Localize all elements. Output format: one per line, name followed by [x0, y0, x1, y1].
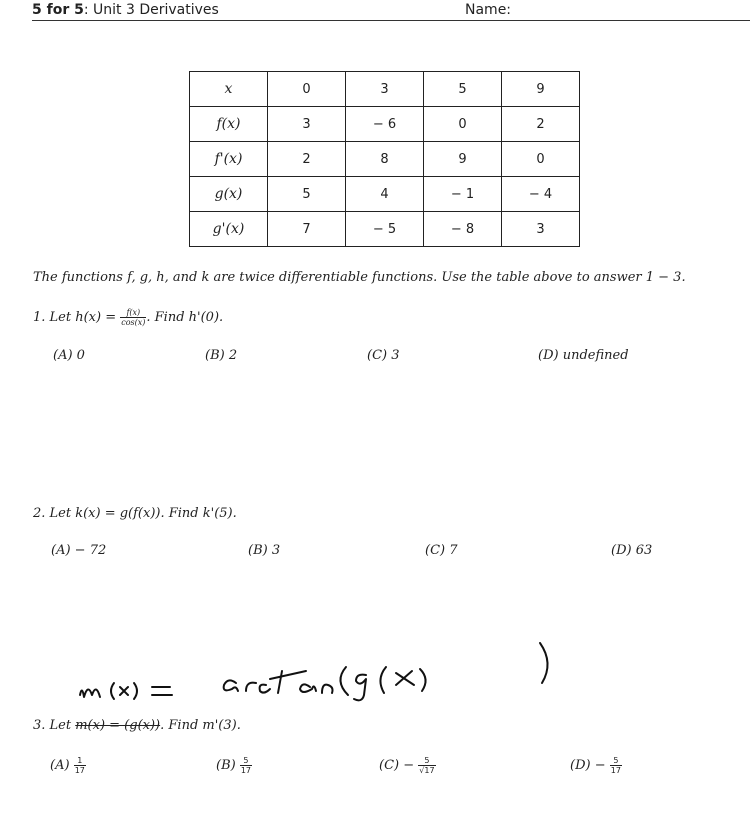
q1-denominator: cos(x)	[121, 318, 146, 327]
table-cell: 2	[502, 107, 580, 142]
row-label: g(x)	[190, 177, 268, 212]
q1-choice-d[interactable]: (D) undefined	[538, 348, 629, 363]
q2-choice-d[interactable]: (D) 63	[611, 543, 653, 558]
q1-fraction	[120, 308, 146, 327]
table-cell: 3	[502, 212, 580, 247]
q1-suffix: . Find h'(0).	[146, 310, 224, 325]
table-cell: − 1	[424, 177, 502, 212]
q3-d-den: 17	[610, 766, 621, 775]
q1-prefix: 1. Let h(x) =	[33, 310, 121, 325]
q3-a-num: 1	[74, 756, 86, 766]
table-cell: 2	[268, 142, 346, 177]
q3-struck-definition: m(x) = (g(x))	[75, 718, 161, 733]
table-cell: 5	[268, 177, 346, 212]
q3-c-sign: −	[403, 758, 415, 773]
q3-choice-a[interactable]	[50, 756, 86, 775]
q2-choice-a[interactable]: (A) − 72	[51, 543, 107, 558]
table-cell: 3	[268, 107, 346, 142]
q3-c-num: 5	[418, 756, 435, 766]
q3-a-label: (A)	[50, 758, 70, 773]
q3-b-label: (B)	[216, 758, 236, 773]
q3-d-label: (D)	[570, 758, 591, 773]
table-cell: − 6	[346, 107, 424, 142]
q3-b-den: 17	[240, 766, 252, 775]
table-cell: 9	[424, 142, 502, 177]
table-row	[190, 72, 580, 107]
handwritten-annotation	[70, 625, 560, 705]
q2-choice-b[interactable]: (B) 3	[248, 543, 281, 558]
table-cell: 0	[424, 107, 502, 142]
row-label: f'(x)	[190, 142, 268, 177]
page-header	[32, 0, 750, 21]
q3-a-fraction	[74, 756, 86, 775]
q1-choice-c[interactable]: (C) 3	[367, 348, 400, 363]
q3-d-num: 5	[610, 756, 622, 766]
q1-choice-b[interactable]: (B) 2	[205, 348, 238, 363]
q3-c-label: (C)	[379, 758, 400, 773]
q1-choice-a[interactable]: (A) 0	[53, 348, 85, 363]
table-cell: 8	[346, 142, 424, 177]
q3-a-den: 17	[74, 766, 85, 775]
q3-prefix: 3. Let	[33, 718, 76, 733]
table-row	[190, 142, 580, 177]
intro-text: The functions f, g, h, and k are twice differentiable functions. Use the table above to answer 1 − 3.	[33, 270, 686, 285]
q3-choice-b[interactable]	[216, 756, 252, 775]
table-cell: 0	[268, 72, 346, 107]
table-cell: 5	[424, 72, 502, 107]
q3-d-sign: −	[594, 758, 606, 773]
table-cell: 3	[346, 72, 424, 107]
table-cell: 4	[346, 177, 424, 212]
table-cell: − 8	[424, 212, 502, 247]
q3-c-fraction	[418, 756, 435, 775]
table-row	[190, 177, 580, 212]
q3-b-fraction	[240, 756, 252, 775]
q1-numerator: f(x)	[120, 308, 146, 318]
question-2: 2. Let k(x) = g(f(x)). Find k'(5).	[33, 506, 237, 521]
table-row	[190, 212, 580, 247]
q3-choice-d[interactable]	[570, 756, 622, 775]
q3-suffix: . Find m'(3).	[160, 718, 241, 733]
row-label: g'(x)	[190, 212, 268, 247]
table-row	[190, 107, 580, 142]
table-cell: 9	[502, 72, 580, 107]
name-label: Name:	[465, 2, 512, 18]
question-3	[33, 718, 241, 733]
table-cell: − 4	[502, 177, 580, 212]
question-1	[33, 308, 223, 327]
q3-b-num: 5	[240, 756, 252, 766]
q3-choice-c[interactable]	[379, 756, 436, 775]
q3-d-fraction	[610, 756, 622, 775]
q2-choice-c[interactable]: (C) 7	[425, 543, 458, 558]
row-label: x	[190, 72, 268, 107]
table-cell: − 5	[346, 212, 424, 247]
table-cell: 0	[502, 142, 580, 177]
q3-c-den: √17	[419, 766, 435, 775]
table-cell: 7	[268, 212, 346, 247]
row-label: f(x)	[190, 107, 268, 142]
worksheet-title: 5 for 5: Unit 3 Derivatives	[32, 2, 219, 18]
values-table	[189, 71, 580, 247]
